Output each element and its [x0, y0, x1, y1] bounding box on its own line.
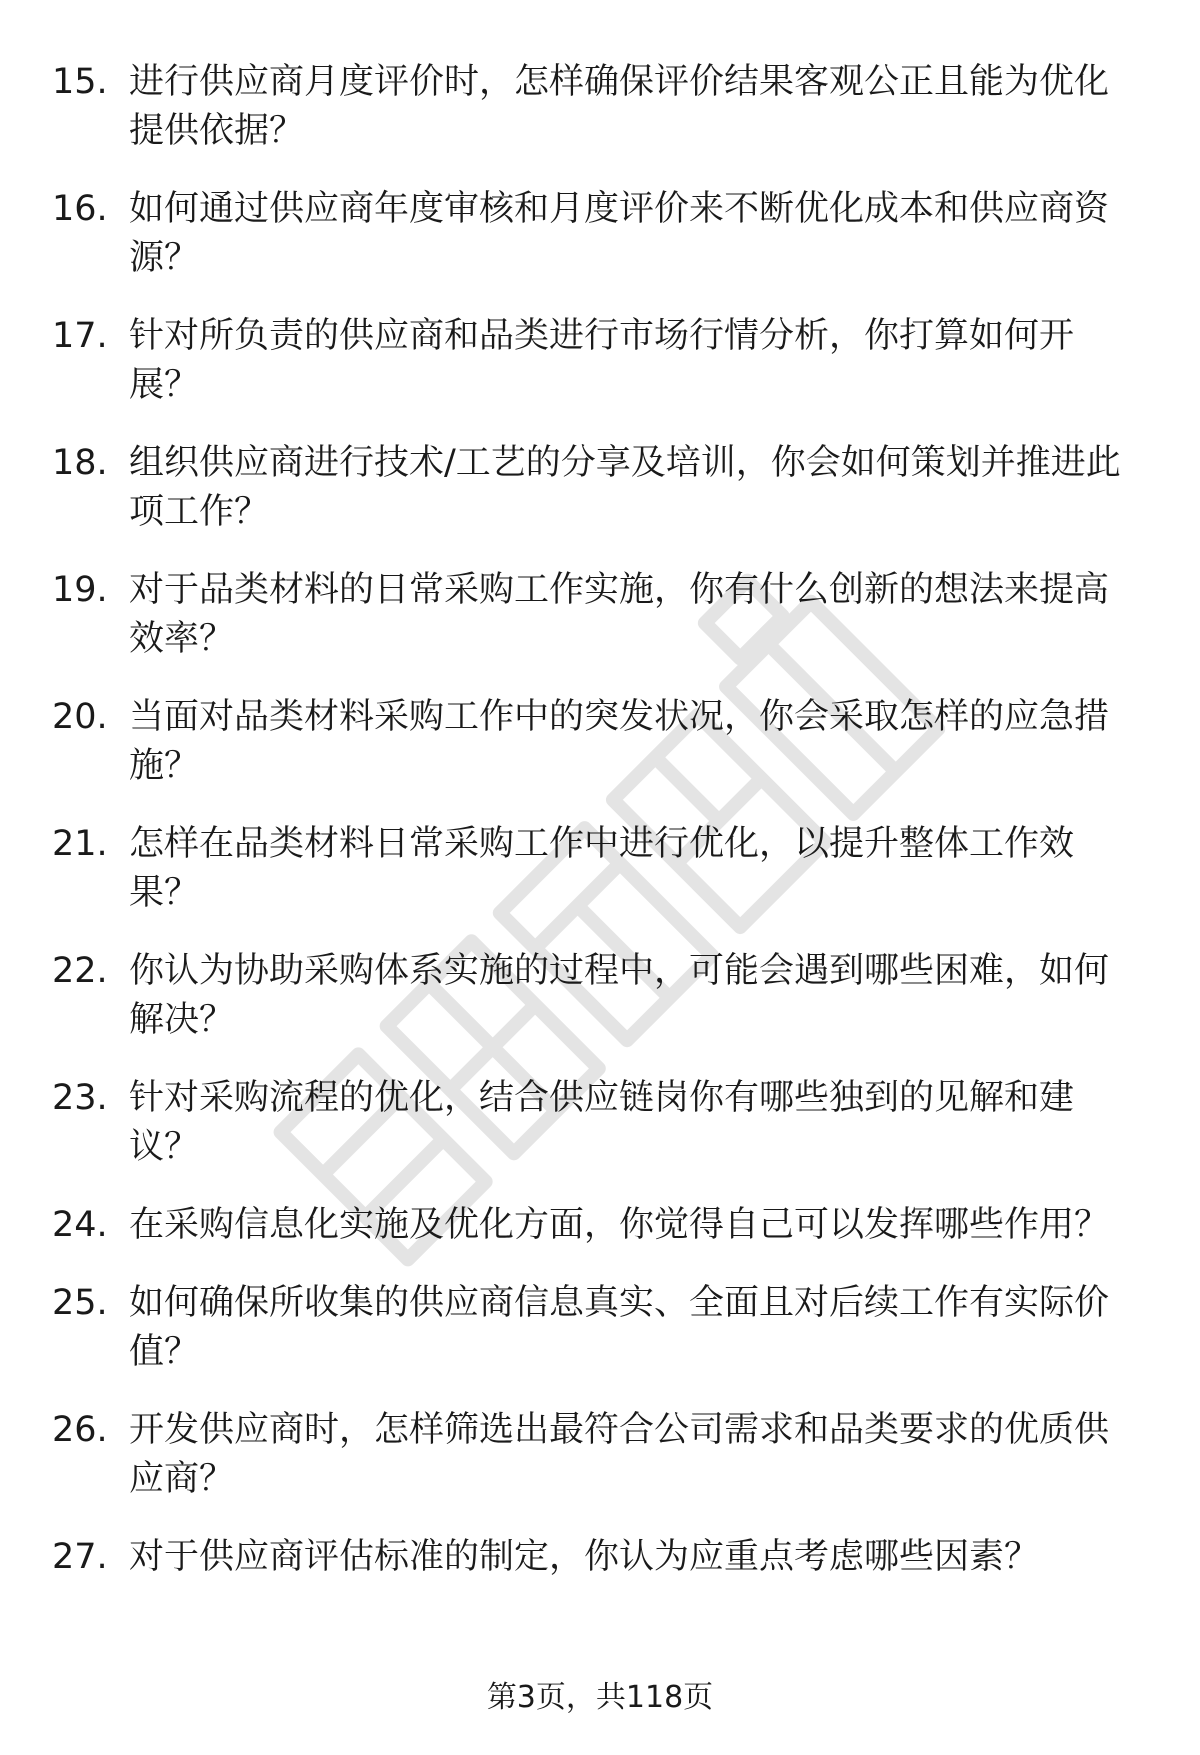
- question-text: 在采购信息化实施及优化方面，你觉得自己可以发挥哪些作用？: [129, 1205, 1110, 1245]
- question-text: 进行供应商月度评价时，怎样确保评价结果客观公正且能为优化提供依据？: [129, 62, 1110, 151]
- question-item: [0, 439, 1200, 537]
- question-number: 21.: [52, 824, 108, 864]
- question-item: [0, 1201, 1200, 1250]
- question-item: [0, 312, 1200, 410]
- question-number: 16.: [52, 189, 108, 229]
- question-item: [0, 820, 1200, 918]
- question-text: 怎样在品类材料日常采购工作中进行优化，以提升整体工作效果？: [129, 824, 1075, 913]
- question-item: [0, 1074, 1200, 1172]
- question-text: 当面对品类材料采购工作中的突发状况，你会采取怎样的应急措施？: [129, 697, 1110, 786]
- question-text: 对于供应商评估标准的制定，你认为应重点考虑哪些因素？: [129, 1537, 1040, 1577]
- question-text: 你认为协助采购体系实施的过程中，可能会遇到哪些困难，如何解决？: [129, 951, 1110, 1040]
- page-footer: 第3页，共118页: [486, 1680, 714, 1715]
- question-text: 如何确保所收集的供应商信息真实、全面且对后续工作有实际价值？: [129, 1283, 1110, 1372]
- question-number: 20.: [52, 697, 108, 737]
- question-item: [0, 947, 1200, 1045]
- question-item: [0, 1533, 1200, 1582]
- question-text: 针对采购流程的优化，结合供应链岗你有哪些独到的见解和建议？: [129, 1078, 1075, 1167]
- question-text: 开发供应商时，怎样筛选出最符合公司需求和品类要求的优质供应商？: [129, 1410, 1110, 1499]
- question-list: [0, 58, 1200, 1611]
- question-item: [0, 1406, 1200, 1504]
- question-item: [0, 693, 1200, 791]
- question-number: 22.: [52, 951, 108, 991]
- question-text: 对于品类材料的日常采购工作实施，你有什么创新的想法来提高效率？: [129, 570, 1110, 659]
- question-item: [0, 1279, 1200, 1377]
- question-number: 19.: [52, 570, 108, 610]
- question-number: 26.: [52, 1410, 108, 1450]
- question-number: 25.: [52, 1283, 108, 1323]
- question-number: 15.: [52, 62, 108, 102]
- question-number: 18.: [52, 443, 108, 483]
- question-number: 23.: [52, 1078, 108, 1118]
- question-text: 如何通过供应商年度审核和月度评价来不断优化成本和供应商资源？: [129, 189, 1110, 278]
- question-text: 组织供应商进行技术/工艺的分享及培训，你会如何策划并推进此项工作？: [129, 443, 1121, 532]
- question-number: 24.: [52, 1205, 108, 1245]
- question-item: [0, 185, 1200, 283]
- question-item: [0, 58, 1200, 156]
- question-item: [0, 566, 1200, 664]
- question-text: 针对所负责的供应商和品类进行市场行情分析，你打算如何开展？: [129, 316, 1075, 405]
- question-number: 27.: [52, 1537, 108, 1577]
- question-number: 17.: [52, 316, 108, 356]
